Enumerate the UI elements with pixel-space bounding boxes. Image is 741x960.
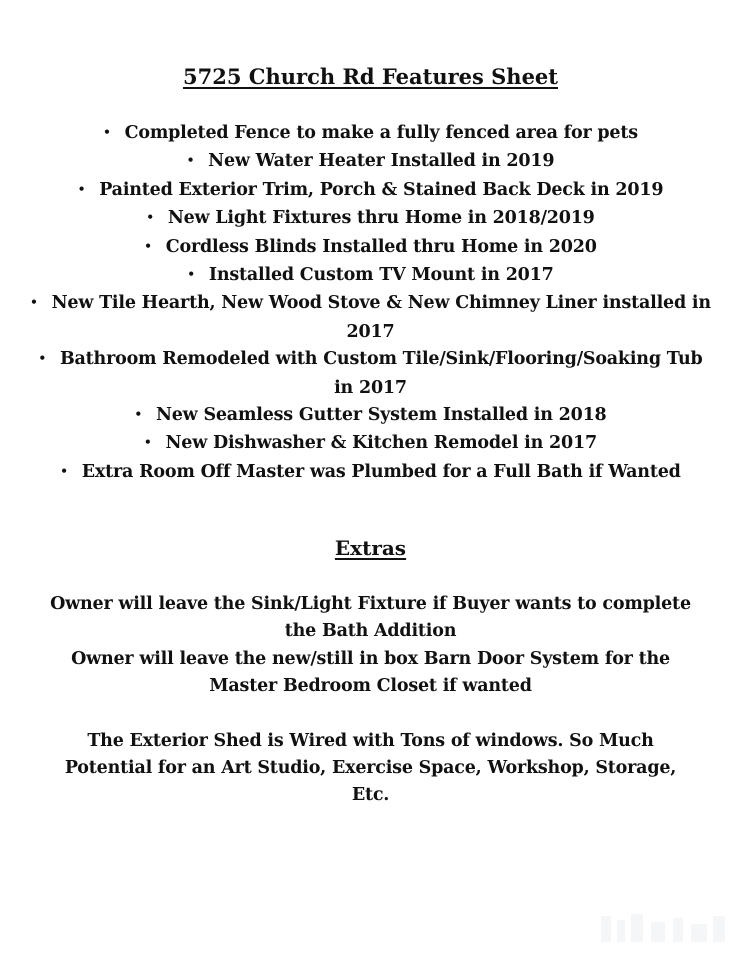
page-title: 5725 Church Rd Features Sheet xyxy=(183,64,558,89)
list-item xyxy=(30,262,711,290)
list-item xyxy=(30,177,711,205)
list-item xyxy=(30,290,711,346)
bullet-icon: • xyxy=(186,153,195,168)
list-item xyxy=(30,148,711,176)
bullet-icon: • xyxy=(144,435,152,450)
watermark-graphic xyxy=(599,910,729,946)
bullet-icon: • xyxy=(103,125,111,139)
list-item xyxy=(30,402,711,430)
feature-text: Extra Room Off Master was Plumbed for a Full Bath if Wanted xyxy=(81,461,681,482)
features-list xyxy=(30,120,711,487)
bullet-icon: • xyxy=(60,463,68,478)
feature-text: Installed Custom TV Mount in 2017 xyxy=(208,265,554,286)
extras-paragraph-barn-door: Owner will leave the new/still in box Barn Door System for the Master Bedroom Closet if wanted xyxy=(71,648,670,697)
feature-text: New Seamless Gutter System Installed in 2018 xyxy=(155,405,607,426)
feature-text: Cordless Blinds Installed thru Home in 2020 xyxy=(165,236,597,257)
feature-text: New Water Heater Installed in 2019 xyxy=(208,151,555,172)
bullet-icon: • xyxy=(144,238,152,253)
bullet-icon: • xyxy=(77,181,86,196)
feature-text: New Tile Hearth, New Wood Stove & New Chimney Liner installed in 2017 xyxy=(51,293,711,342)
list-item xyxy=(30,459,711,487)
list-item xyxy=(30,346,711,402)
feature-text: Bathroom Remodeled with Custom Tile/Sink/Flooring/Soaking Tub in 2017 xyxy=(59,349,703,398)
bullet-icon: • xyxy=(187,267,195,282)
feature-text: Painted Exterior Trim, Porch & Stained Back Deck in 2019 xyxy=(99,179,664,200)
list-item xyxy=(30,205,711,233)
feature-text: Completed Fence to make a fully fenced area for pets xyxy=(124,123,638,143)
extras-section xyxy=(50,591,691,810)
extras-paragraph-shed: The Exterior Shed is Wired with Tons of windows. So Much Potential for an Art Studio, Exercise Space, Workshop, Storage, Etc. xyxy=(64,730,677,806)
extras-heading: Extras xyxy=(334,536,407,560)
feature-text: New Light Fixtures thru Home in 2018/2019 xyxy=(167,208,595,229)
feature-text: New Dishwasher & Kitchen Remodel in 2017 xyxy=(165,433,597,454)
bullet-icon: • xyxy=(30,295,38,310)
list-item xyxy=(30,120,711,148)
extras-paragraph-sink: Owner will leave the Sink/Light Fixture if Buyer wants to complete the Bath Addition xyxy=(50,594,691,642)
bullet-icon: • xyxy=(146,210,154,225)
list-item xyxy=(30,234,711,262)
bullet-icon: • xyxy=(38,351,46,366)
list-item xyxy=(30,430,711,458)
bullet-icon: • xyxy=(134,407,142,422)
